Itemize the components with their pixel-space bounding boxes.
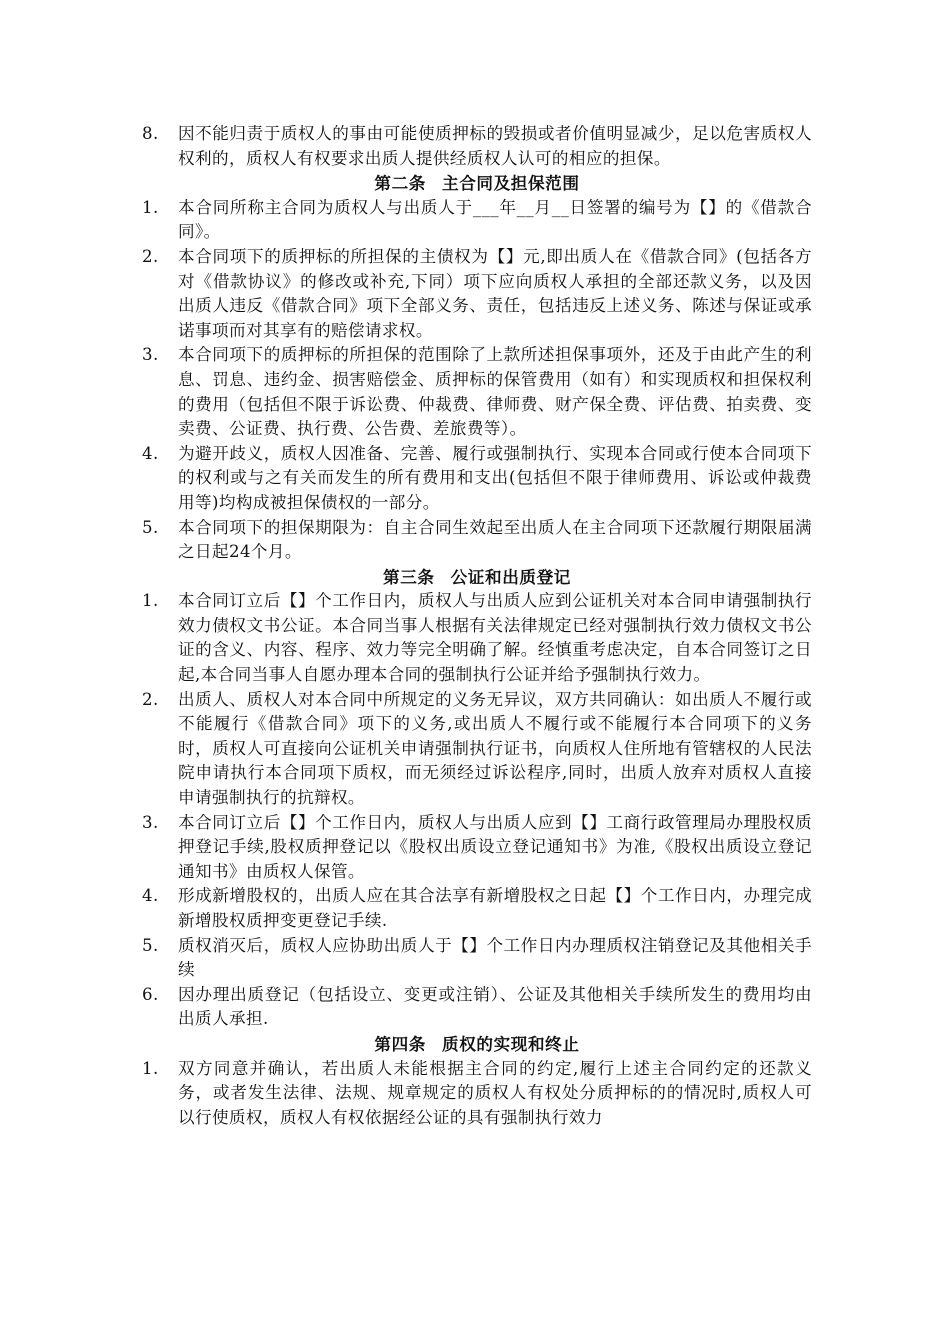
list-item bbox=[142, 442, 812, 516]
section-title-2 bbox=[142, 171, 812, 196]
item-text: 本合同项下的担保期限为：自主合同生效起至出质人在主合同项下还款履行期限届满之日起24个月。 bbox=[178, 517, 812, 562]
item-text: 因不能归责于质权人的事由可能使质押标的毁损或者价值明显减少，足以危害质权人权利的，质权人有权要求出质人提供经质权人认可的相应的担保。 bbox=[178, 124, 812, 168]
item-number: 5. bbox=[142, 935, 159, 955]
section-heading: 主合同及担保范围 bbox=[442, 173, 580, 194]
item-text: 因办理出质登记（包括设立、变更或注销）、公证及其他相关手续所发生的费用均由出质人承担. bbox=[178, 984, 812, 1029]
item-number: 6. bbox=[142, 984, 159, 1004]
item-text: 本合同所称主合同为质权人与出质人于___年__月__日签署的编号为【】的《借款合同》。 bbox=[178, 197, 812, 242]
list-item bbox=[142, 516, 812, 565]
item-text: 双方同意并确认，若出质人未能根据主合同的约定,履行上述主合同约定的还款义务，或者发生法律、法规、规章规定的质权人有权处分质押标的的情况时,质权人可以行使质权，质权人有权依据经公证的具有强制执行效力 bbox=[178, 1058, 812, 1127]
list-item bbox=[142, 589, 812, 687]
section-number: 第四条 bbox=[374, 1033, 427, 1054]
item-number: 8. bbox=[142, 124, 159, 143]
item-number: 1. bbox=[142, 197, 159, 217]
list-item bbox=[142, 934, 812, 983]
item-number: 1. bbox=[142, 1058, 159, 1078]
item-number: 3. bbox=[142, 345, 159, 365]
list-item bbox=[142, 122, 812, 171]
document-page bbox=[142, 122, 812, 1130]
list-item bbox=[142, 688, 812, 811]
list-item bbox=[142, 811, 812, 885]
list-item bbox=[142, 343, 812, 441]
item-text: 为避开歧义，质权人因准备、完善、履行或强制执行、实现本合同或行使本合同项下的权利或与之有关而发生的所有费用和支出(包括但不限于律师费用、诉讼或仲裁费用等)均构成被担保债权的一部分。 bbox=[178, 443, 812, 512]
item-number: 3. bbox=[142, 812, 159, 832]
section-heading: 质权的实现和终止 bbox=[442, 1033, 580, 1054]
list-item bbox=[142, 245, 812, 343]
list-item bbox=[142, 1057, 812, 1131]
item-text: 本合同项下的质押标的所担保的主债权为【】元,即出质人在《借款合同》(包括各方对《借款协议》的修改或补充,下同）项下应向质权人承担的全部还款义务，以及因出质人违反《借款合同》项下全部义务、责任，包括违反上述义务、陈述与保证或承诺事项而对其享有的赔偿请求权。 bbox=[178, 246, 812, 340]
item-number: 2. bbox=[142, 246, 159, 266]
list-item bbox=[142, 196, 812, 245]
item-text: 本合同订立后【】个工作日内，质权人与出质人应到公证机关对本合同申请强制执行效力债权文书公证。本合同当事人根据有关法律规定已经对强制执行效力债权文书公证的含义、内容、程序、效力等完全明确了解。经慎重考虑决定，自本合同签订之日起,本合同当事人自愿办理本合同的强制执行公证并给予强制执行效力。 bbox=[178, 591, 812, 685]
item-text: 本合同订立后【】个工作日内，质权人与出质人应到【】工商行政管理局办理股权质押登记手续,股权质押登记以《股权出质设立登记通知书》为准,《股权出质设立登记通知书》由质权人保管。 bbox=[178, 812, 812, 881]
item-number: 2. bbox=[142, 689, 159, 709]
section-number: 第二条 bbox=[374, 173, 427, 194]
item-text: 质权消灭后，质权人应协助出质人于【】个工作日内办理质权注销登记及其他相关手续 bbox=[178, 935, 812, 980]
item-text: 形成新增股权的，出质人应在其合法享有新增股权之日起【】个工作日内，办理完成新增股权质押变更登记手续. bbox=[178, 886, 812, 930]
list-item bbox=[142, 983, 812, 1032]
item-text: 出质人、质权人对本合同中所规定的义务无异议，双方共同确认：如出质人不履行或不能履行《借款合同》项下的义务,或出质人不履行或不能履行本合同项下的义务时，质权人可直接向公证机关申请强制执行证书，向质权人住所地有管辖权的人民法院申请执行本合同项下质权，而无须经过诉讼程序,同时，出质人放弃对质权人直接申请强制执行的抗辩权。 bbox=[178, 689, 812, 808]
item-number: 4. bbox=[142, 443, 159, 463]
item-number: 1. bbox=[142, 591, 159, 611]
item-number: 5. bbox=[142, 517, 159, 537]
item-number: 4. bbox=[142, 886, 159, 906]
section-title-4 bbox=[142, 1032, 812, 1057]
list-item bbox=[142, 884, 812, 933]
item-text: 本合同项下的质押标的所担保的范围除了上款所述担保事项外，还及于由此产生的利息、罚息、违约金、损害赔偿金、质押标的保管费用（如有）和实现质权和担保权利的费用（包括但不限于诉讼费、仲裁费、律师费、财产保全费、评估费、拍卖费、变卖费、公证费、执行费、公告费、差旅费等）。 bbox=[178, 345, 812, 439]
section-number: 第三条 bbox=[383, 566, 435, 587]
section-heading: 公证和出质登记 bbox=[450, 566, 571, 587]
section-title-3 bbox=[142, 565, 812, 590]
